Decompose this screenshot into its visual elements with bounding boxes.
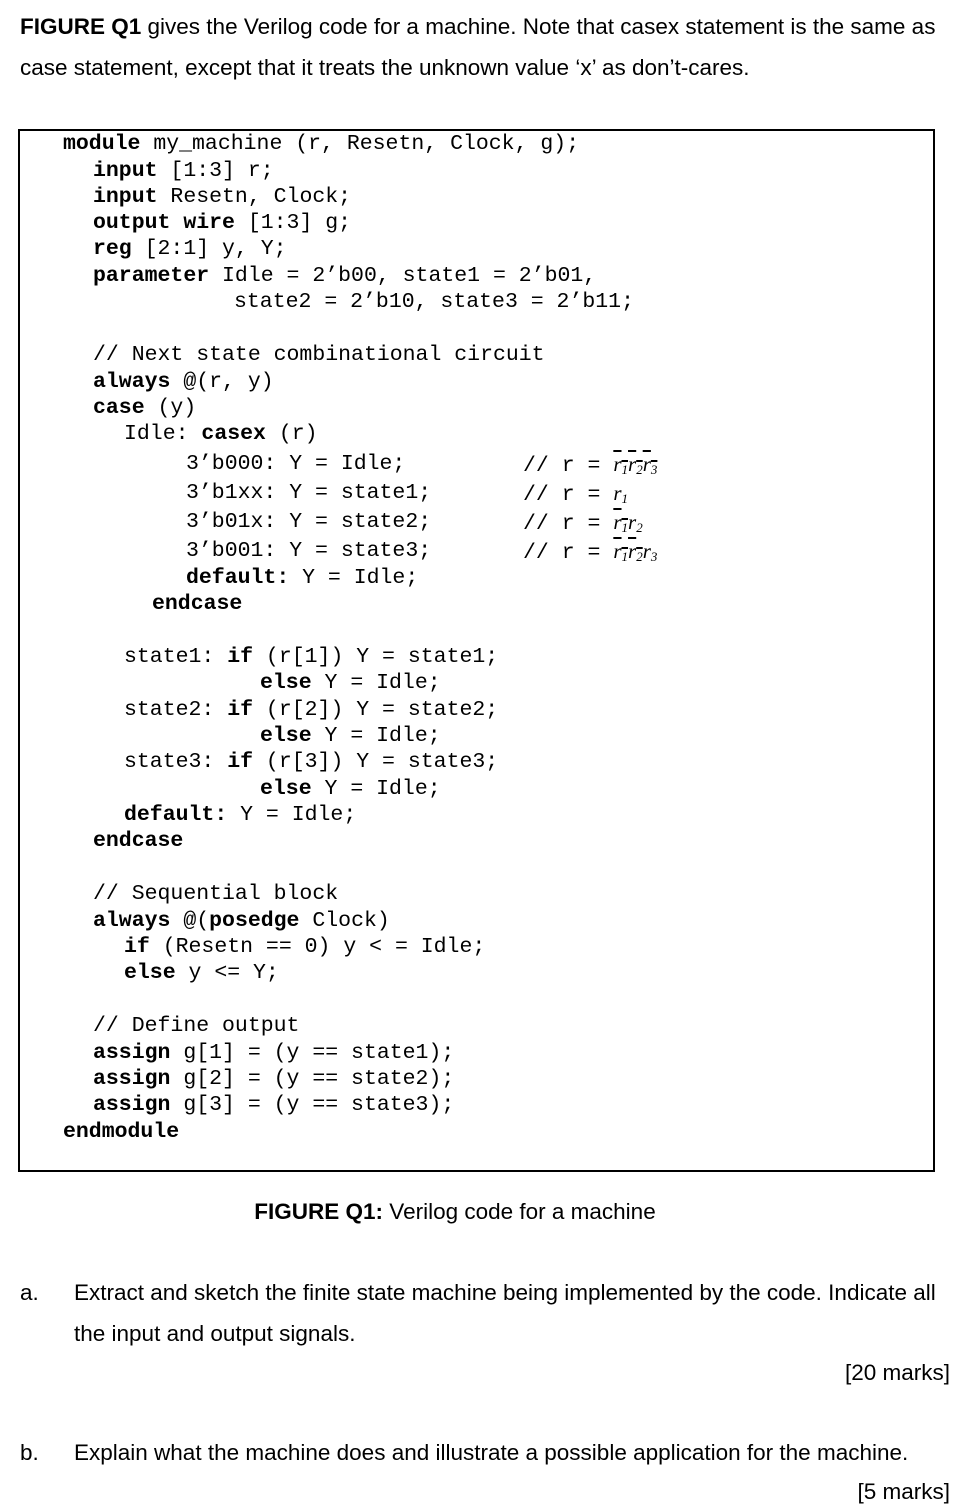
math-var: r (613, 452, 622, 476)
code-text: [1:3] r; (157, 159, 274, 183)
math-term (628, 452, 643, 476)
math-subscript: 1 (621, 462, 629, 477)
intro-paragraph (20, 6, 955, 88)
figure-reference: FIGURE Q1 (20, 14, 142, 39)
comment-prefix: // r = (523, 483, 614, 507)
code-keyword: if (227, 645, 254, 669)
code-line (124, 960, 279, 986)
math-var: r (628, 452, 637, 476)
comment-prefix: // r = (523, 512, 614, 536)
code-line (93, 1066, 454, 1092)
code-line (93, 1040, 454, 1066)
math-term (613, 481, 628, 505)
code-line: 3’b1xx: Y = state1; (186, 481, 432, 505)
code-line (93, 395, 196, 421)
math-subscript: 1 (621, 520, 629, 535)
code-text: @( (170, 909, 210, 933)
comment-prefix: // r = (523, 454, 614, 478)
code-comment (523, 538, 657, 564)
math-term (643, 539, 658, 563)
code-keyword: always (93, 909, 171, 933)
code-text: (y) (144, 396, 197, 420)
comment-prefix: // r = (523, 541, 614, 565)
code-comment: // Next state combinational circuit (93, 343, 545, 367)
code-keyword: else (260, 777, 312, 801)
code-keyword: assign (93, 1093, 171, 1117)
code-text: my_machine (r, Resetn, Clock, g); (140, 132, 580, 156)
caption-text: Verilog code for a machine (383, 1199, 656, 1224)
figure-caption (0, 1195, 910, 1229)
code-line (93, 184, 351, 210)
code-keyword: else (260, 724, 312, 748)
math-subscript: 3 (650, 462, 658, 477)
code-text: state1: (124, 645, 228, 669)
code-text: Y = Idle; (227, 803, 357, 827)
code-text: (r[1]) Y = state1; (253, 645, 499, 669)
code-line (124, 421, 318, 447)
code-text: g[1] = (y == state1); (170, 1041, 455, 1065)
caption-label: FIGURE Q1: (254, 1199, 384, 1224)
code-keyword: endmodule (63, 1120, 180, 1144)
code-text: Resetn, Clock; (157, 185, 352, 209)
question-b-marks: [5 marks] (857, 1479, 950, 1504)
code-line: 3’b000: Y = Idle; (186, 452, 406, 476)
code-comment (523, 451, 657, 477)
code-keyword: parameter (93, 264, 210, 288)
math-term (613, 510, 628, 534)
code-text: state3: (124, 750, 228, 774)
code-line (124, 644, 498, 670)
question-b-label: b. (20, 1440, 39, 1465)
code-keyword: if (227, 698, 254, 722)
code-line (63, 1119, 179, 1145)
math-subscript: 3 (650, 549, 658, 564)
code-line (124, 749, 498, 775)
code-line (93, 263, 596, 289)
code-keyword: endcase (152, 592, 243, 616)
code-line (93, 210, 351, 236)
code-keyword: input (93, 185, 158, 209)
code-keyword: module (63, 132, 141, 156)
code-line (186, 565, 418, 591)
code-line: state2 = 2’b10, state3 = 2’b11; (234, 290, 634, 314)
math-var: r (613, 510, 622, 534)
code-keyword: if (227, 750, 254, 774)
code-keyword: input (93, 159, 158, 183)
code-comment: // Sequential block (93, 882, 339, 906)
math-subscript: 1 (621, 549, 629, 564)
code-listing-box (18, 129, 935, 1172)
math-subscript: 2 (636, 520, 643, 535)
code-keyword: always (93, 370, 171, 394)
math-subscript: 2 (636, 549, 643, 564)
intro-text: gives the Verilog code for a machine. Note that casex statement is the same as case statement, except that it treats the unknown value ‘x’ as don’t-cares. (20, 14, 936, 80)
math-subscript: 1 (621, 491, 629, 506)
math-var: r (613, 539, 622, 563)
code-text: Idle = 2’b00, state1 = 2’b01, (209, 264, 597, 288)
math-term (613, 452, 628, 476)
code-line (93, 908, 390, 934)
code-keyword: else (124, 961, 176, 985)
code-line (260, 723, 441, 749)
code-text: Y = Idle; (311, 777, 441, 801)
code-keyword: output wire (93, 211, 235, 235)
math-var: r (628, 510, 637, 534)
code-line (124, 697, 498, 723)
code-line (124, 802, 356, 828)
code-keyword: assign (93, 1041, 171, 1065)
question-a-label: a. (20, 1280, 39, 1305)
code-keyword: reg (93, 237, 132, 261)
code-line (124, 934, 485, 960)
code-text: y <= Y; (175, 961, 279, 985)
code-line: 3’b001: Y = state3; (186, 539, 432, 563)
code-text: state2: (124, 698, 228, 722)
code-text: (r) (265, 422, 318, 446)
code-keyword: endcase (93, 829, 184, 853)
code-line (152, 591, 242, 617)
code-line (93, 828, 183, 854)
question-b-text: Explain what the machine does and illustrate a possible application for the machine. (74, 1440, 909, 1465)
code-line (260, 670, 441, 696)
code-text: (Resetn == 0) y < = Idle; (149, 935, 486, 959)
math-var: r (642, 452, 651, 476)
code-keyword: casex (201, 422, 266, 446)
math-subscript: 2 (636, 462, 643, 477)
question-a-text: Extract and sketch the finite state machine being implemented by the code. Indicate all the input and output signals. (74, 1280, 936, 1346)
code-text: Clock) (299, 909, 390, 933)
code-comment: // Define output (93, 1014, 300, 1038)
code-text: Idle: (124, 422, 202, 446)
code-line (260, 776, 441, 802)
code-text: g[2] = (y == state2); (170, 1067, 455, 1091)
code-comment (523, 480, 628, 506)
code-keyword: default: (186, 566, 290, 590)
math-term (628, 510, 643, 534)
code-text: [2:1] y, Y; (131, 237, 287, 261)
code-keyword: default: (124, 803, 228, 827)
code-text: Y = Idle; (289, 566, 419, 590)
code-line (63, 131, 579, 157)
code-text: Y = Idle; (311, 724, 441, 748)
code-line (93, 1092, 454, 1118)
math-term (628, 539, 643, 563)
code-keyword: case (93, 396, 145, 420)
code-keyword: if (124, 935, 150, 959)
code-text: (r[2]) Y = state2; (253, 698, 499, 722)
math-var: r (613, 481, 622, 505)
code-line (93, 236, 287, 262)
code-keyword: else (260, 671, 312, 695)
question-a-marks: [20 marks] (844, 1360, 950, 1385)
code-line (93, 158, 274, 184)
code-keyword: posedge (209, 909, 300, 933)
code-text: @(r, y) (170, 370, 274, 394)
code-text: Y = Idle; (311, 671, 441, 695)
math-var: r (642, 539, 651, 563)
math-term (643, 452, 658, 476)
code-keyword: assign (93, 1067, 171, 1091)
code-text: g[3] = (y == state3); (170, 1093, 455, 1117)
code-line: 3’b01x: Y = state2; (186, 510, 432, 534)
code-comment (523, 509, 643, 535)
code-line (93, 369, 274, 395)
math-var: r (628, 539, 637, 563)
code-text: [1:3] g; (234, 211, 352, 235)
math-term (613, 539, 628, 563)
code-text: (r[3]) Y = state3; (253, 750, 499, 774)
